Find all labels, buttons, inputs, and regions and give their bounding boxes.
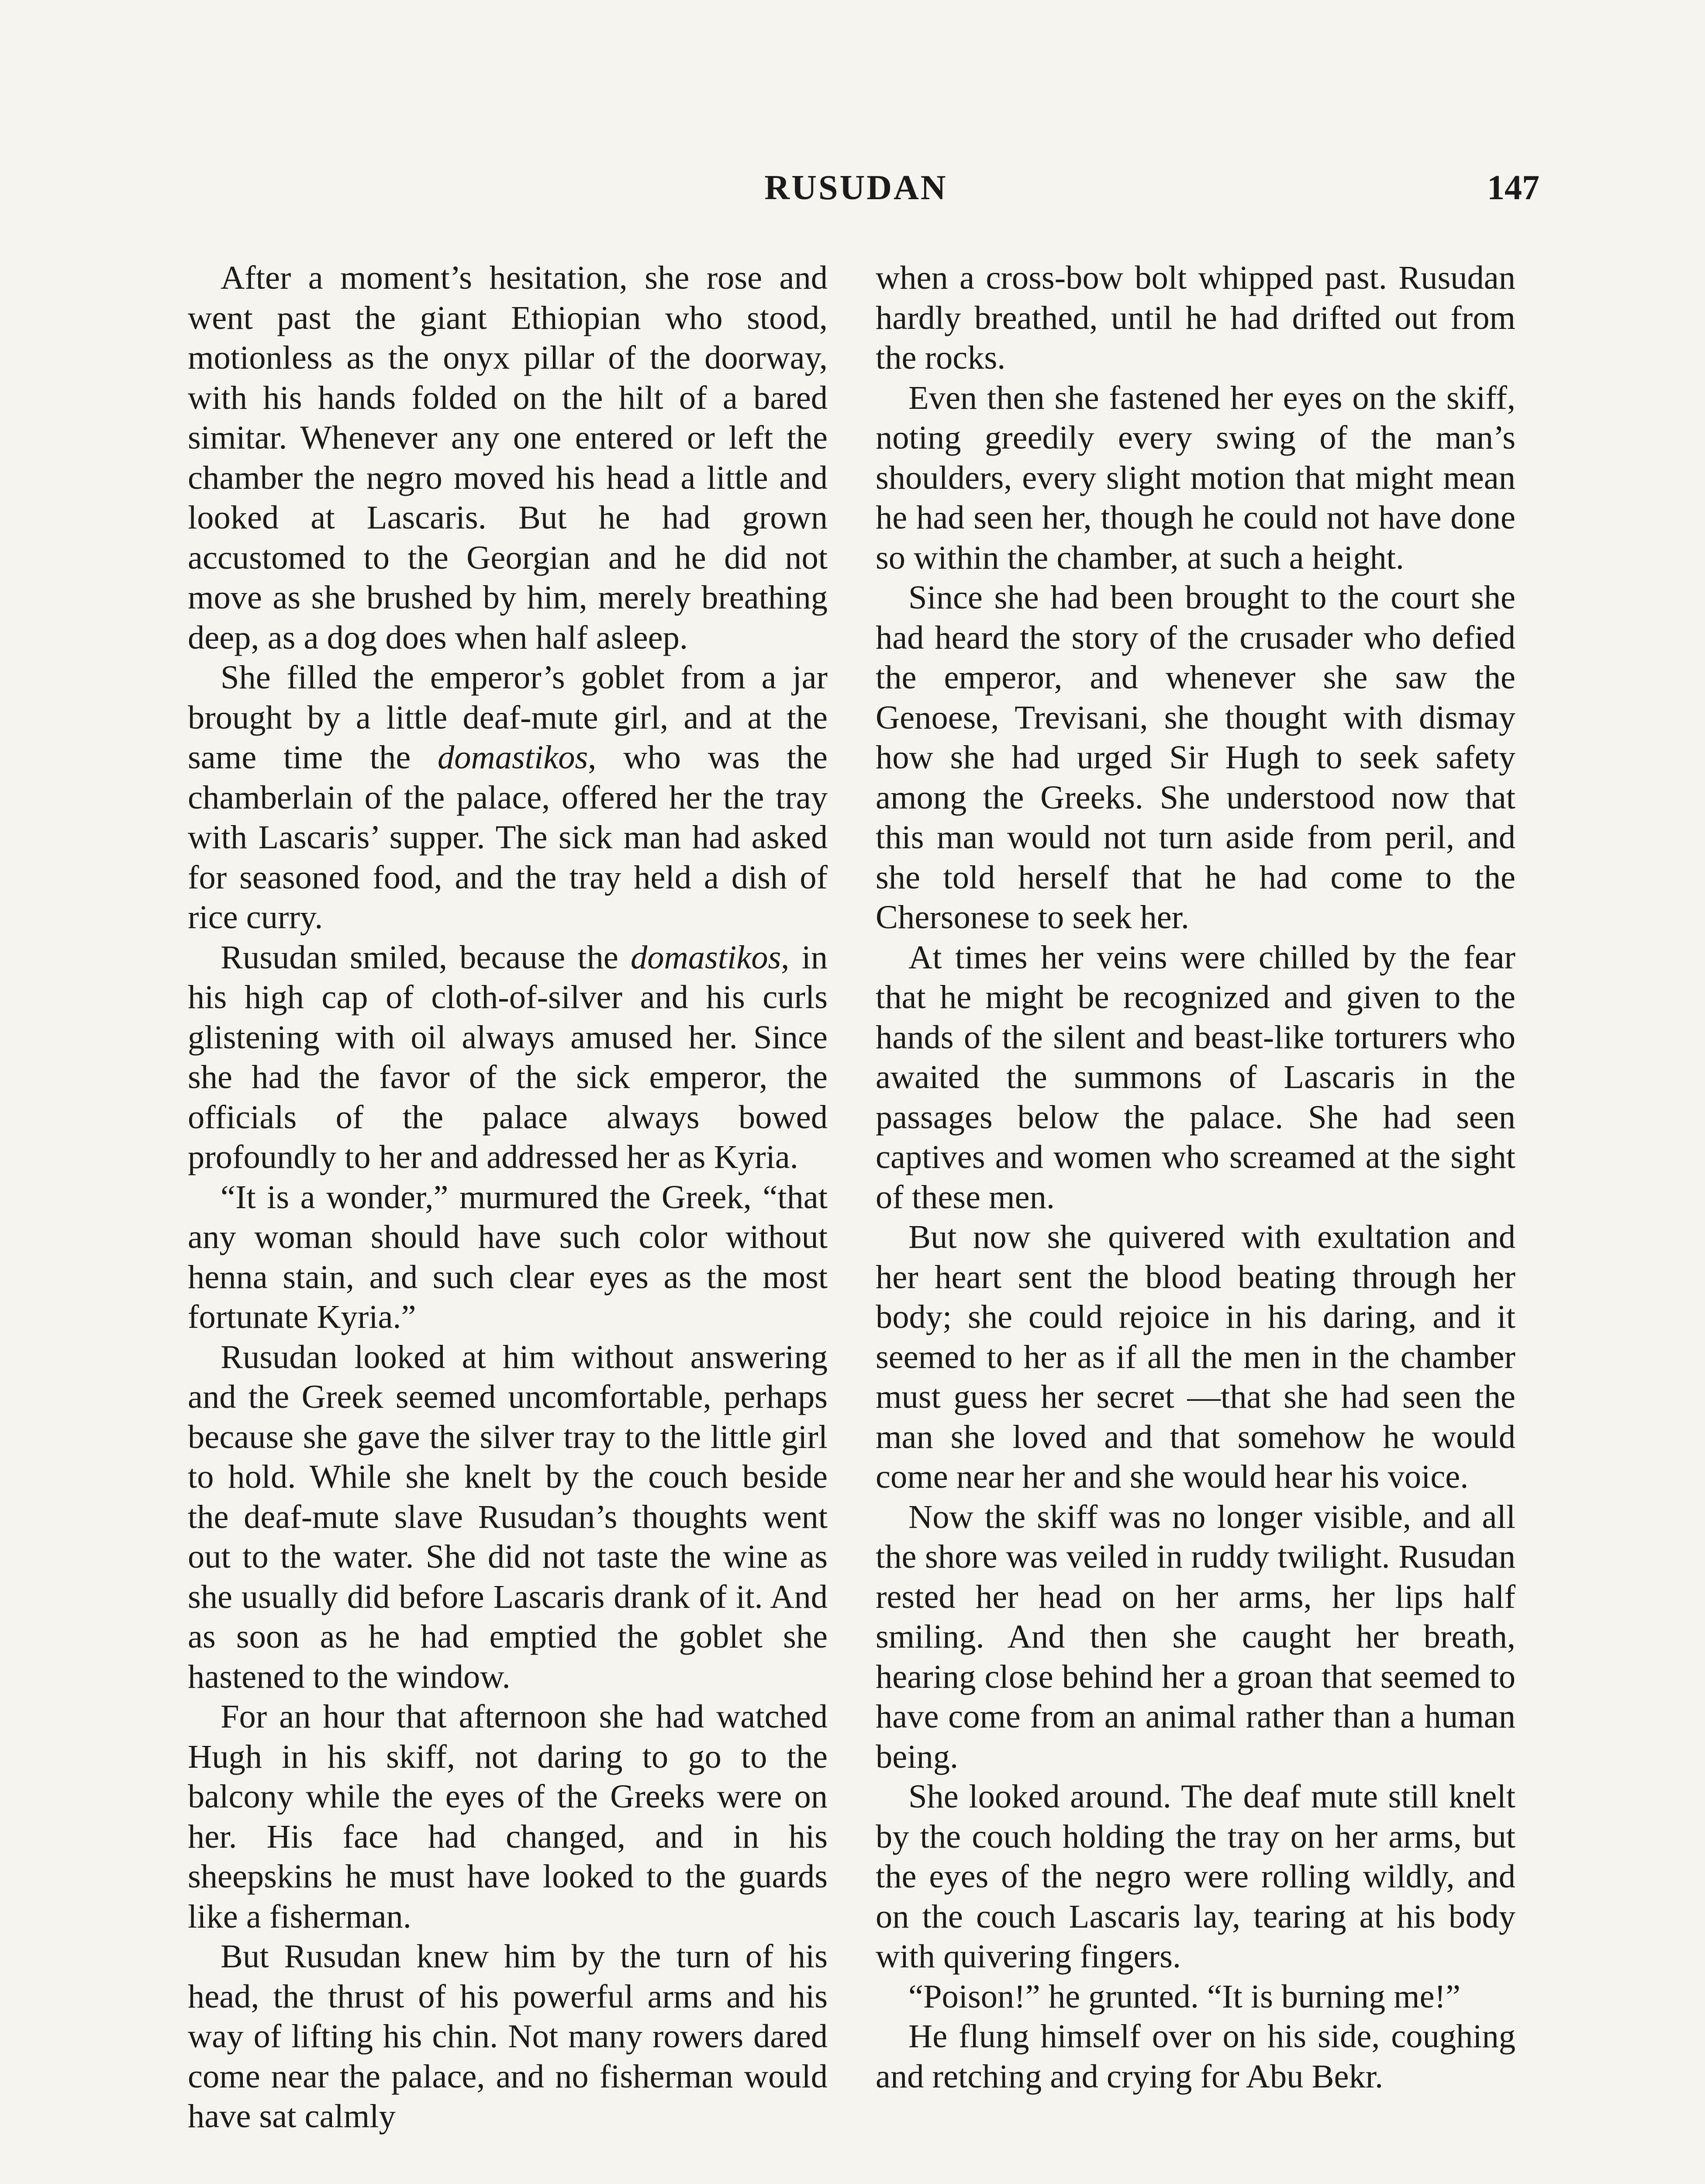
paragraph: She filled the emperor’s goblet from a jar brought by a little deaf-mute girl, and at the same time the domastikos, who was the chamberlain of the palace, offered her the tray with Lascaris’ supper. The sick man had asked for seasoned food, and the tray held a dish of rice curry. <box>188 659 828 936</box>
paragraph: Since she had been brought to the court she had heard the story of the crusader who defied the emperor, and whenever she saw the Genoese, Trevisani, she thought with dismay how she had urged Sir Hugh to seek safety among the Greeks. She understood now that this man would not turn aside from peril, and she told herself that he had come to the Chersonese to seek her. <box>876 579 1515 936</box>
paragraph: He flung himself over on his side, coughing and retching and crying for Abu Bekr. <box>876 2018 1515 2095</box>
paragraph: Rusudan smiled, because the domastikos, in his high cap of cloth-of-silver and his curls glistening with oil always amused her. Since she had the favor of the sick emperor, the officials of the palace always bowed profoundly to her and addressed her as Kyria. <box>188 938 828 1175</box>
right-text-column <box>876 258 1515 2096</box>
paragraph: “Poison!” he grunted. “It is burning me!” <box>908 1977 1461 2015</box>
paragraph: But Rusudan knew him by the turn of his head, the thrust of his powerful arms and his way of lifting his chin. Not many rowers dared come near the palace, and no fisherman would have sat calmly <box>188 1938 828 2135</box>
running-title: RUSUDAN <box>764 169 948 207</box>
paragraph: For an hour that afternoon she had watched Hugh in his skiff, not daring to go to the balcony while the eyes of the Greeks were on her. His face had changed, and in his sheepskins he must have looked to the guards like a fisherman. <box>188 1698 828 1935</box>
paragraph: Now the skiff was no longer visible, and all the shore was veiled in ruddy twilight. Rusudan rested her head on her arms, her lips half smiling. And then she caught her breath, hearing close behind her a groan that seemed to have come from an animal rather than a human being. <box>876 1498 1515 1775</box>
paragraph: She looked around. The deaf mute still knelt by the couch holding the tray on her arms, but the eyes of the negro were rolling wildly, and on the couch Lascaris lay, tearing at his body with quivering fingers. <box>876 1778 1515 1975</box>
left-text-column <box>188 258 828 2136</box>
page-number: 147 <box>1487 169 1539 207</box>
paragraph: Rusudan looked at him without answering and the Greek seemed uncomfortable, perhaps because she gave the silver tray to the little girl to hold. While she knelt by the couch beside the deaf-mute slave Rusudan’s thoughts went out to the water. She did not taste the wine as she usually did before Lascaris drank of it. And as soon as he had emptied the goblet she hastened to the window. <box>188 1338 828 1695</box>
paragraph: “It is a wonder,” murmured the Greek, “that any woman should have such color without henna stain, and such clear eyes as the most fortunate Kyria.” <box>188 1178 828 1335</box>
paragraph: But now she quivered with exultation and her heart sent the blood beating through her body; she could rejoice in his daring, and it seemed to her as if all the men in the chamber must guess her secret —that she had seen the man she loved and that somehow he would come near her and she would hear his voice. <box>876 1218 1515 1495</box>
paragraph: At times her veins were chilled by the fear that he might be recognized and given to the hands of the silent and beast-like torturers who awaited the summons of Lascaris in the passages below the palace. She had seen captives and women who screamed at the sight of these men. <box>876 938 1515 1216</box>
paragraph: when a cross-bow bolt whipped past. Rusudan hardly breathed, until he had drifted out from the rocks. <box>876 259 1515 376</box>
page-header <box>173 168 1539 216</box>
paragraph: After a moment’s hesitation, she rose and went past the giant Ethiopian who stood, motionless as the onyx pillar of the doorway, with his hands folded on the hilt of a bared simitar. Whenever any one entered or left the chamber the negro moved his head a little and looked at Lascaris. But he had grown accustomed to the Georgian and he did not move as she brushed by him, merely breathing deep, as a dog does when half asleep. <box>188 259 828 656</box>
paragraph: Even then she fastened her eyes on the skiff, noting greedily every swing of the man’s shoulders, every slight motion that might mean he had seen her, though he could not have done so within the chamber, at such a height. <box>876 379 1515 576</box>
